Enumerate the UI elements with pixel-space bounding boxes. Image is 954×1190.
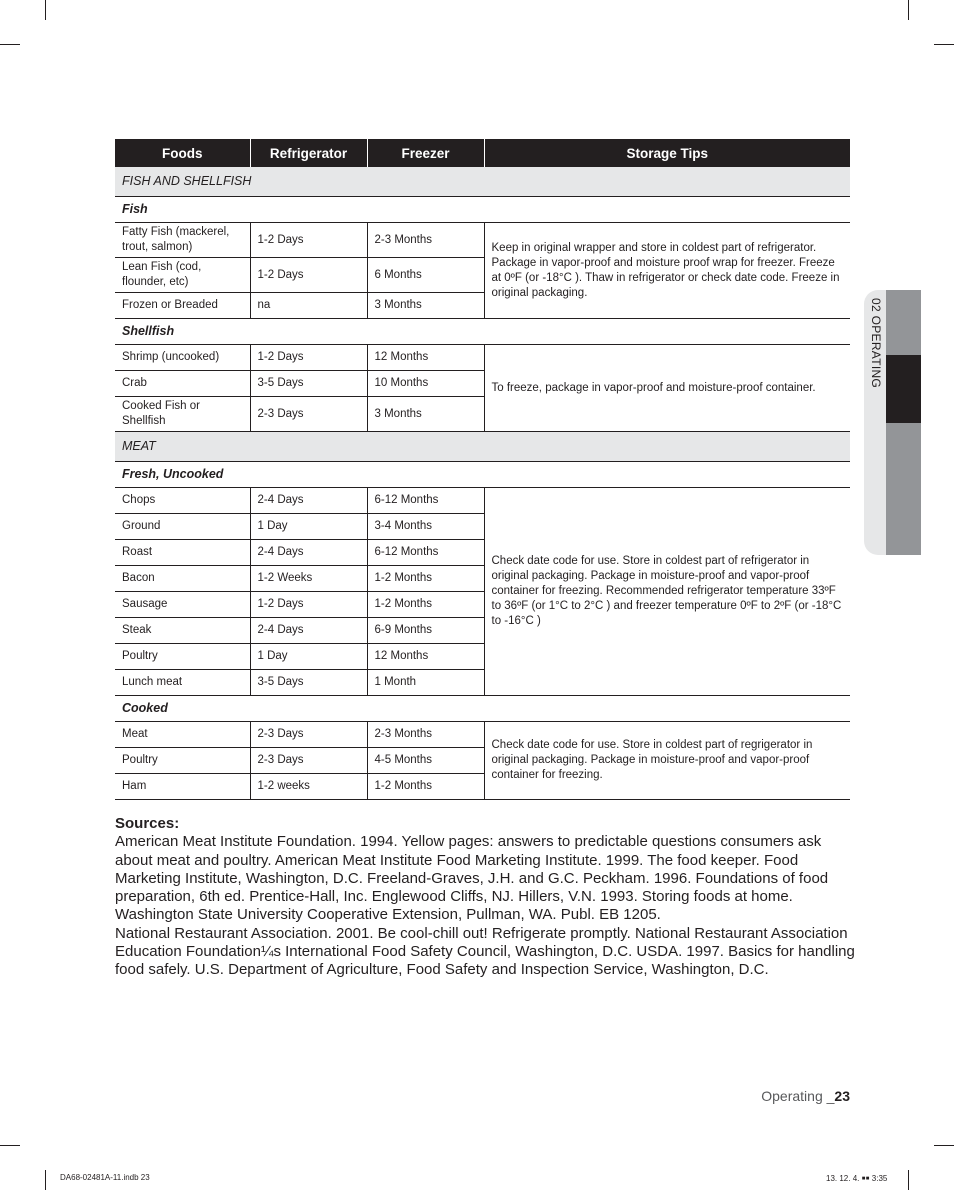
food-cell: Lean Fish (cod, flounder, etc) [115, 258, 250, 293]
refrigerator-cell: 2-4 Days [250, 618, 367, 644]
food-cell: Sausage [115, 592, 250, 618]
page-number: 23 [834, 1088, 850, 1104]
page-footer [761, 1088, 850, 1104]
freezer-cell: 3-4 Months [367, 514, 484, 540]
food-cell: Frozen or Breaded [115, 293, 250, 319]
food-cell: Crab [115, 371, 250, 397]
refrigerator-cell: 2-4 Days [250, 540, 367, 566]
side-tab-bar-active [886, 355, 921, 423]
refrigerator-cell: 1 Day [250, 644, 367, 670]
freezer-cell: 3 Months [367, 293, 484, 319]
freezer-cell: 2-3 Months [367, 223, 484, 258]
refrigerator-cell: 1-2 Days [250, 592, 367, 618]
crop-mark [934, 44, 954, 45]
sources-heading: Sources: [115, 815, 180, 832]
crop-mark [908, 1170, 909, 1190]
table-row [115, 488, 850, 514]
subcategory-shellfish: Shellfish [115, 319, 850, 345]
food-cell: Chops [115, 488, 250, 514]
food-cell: Bacon [115, 566, 250, 592]
food-cell: Meat [115, 722, 250, 748]
side-tab-label: 02 OPERATING [869, 298, 883, 389]
freezer-cell: 6 Months [367, 258, 484, 293]
refrigerator-cell: 2-3 Days [250, 722, 367, 748]
subcategory-fish: Fish [115, 197, 850, 223]
subcategory-fresh-uncooked: Fresh, Uncooked [115, 462, 850, 488]
food-cell: Poultry [115, 748, 250, 774]
food-cell: Fatty Fish (mackerel, trout, salmon) [115, 223, 250, 258]
food-cell: Cooked Fish or Shellfish [115, 397, 250, 432]
freezer-cell: 6-9 Months [367, 618, 484, 644]
freezer-cell: 4-5 Months [367, 748, 484, 774]
food-cell: Shrimp (uncooked) [115, 345, 250, 371]
refrigerator-cell: 2-3 Days [250, 397, 367, 432]
subcategory-row [115, 462, 850, 488]
section-side-tab [864, 290, 921, 555]
freezer-cell: 2-3 Months [367, 722, 484, 748]
food-cell: Lunch meat [115, 670, 250, 696]
crop-mark [45, 1170, 46, 1190]
refrigerator-cell: 3-5 Days [250, 371, 367, 397]
category-meat: MEAT [115, 432, 850, 462]
freezer-cell: 1-2 Months [367, 566, 484, 592]
category-row [115, 167, 850, 197]
freezer-cell: 1 Month [367, 670, 484, 696]
food-cell: Poultry [115, 644, 250, 670]
refrigerator-cell: na [250, 293, 367, 319]
freezer-cell: 12 Months [367, 644, 484, 670]
food-storage-table [115, 139, 850, 800]
storage-tip-cell: Keep in original wrapper and store in coldest part of refrigerator. Package in vapor-proof and moisture proof wrap for freezer. Freeze at 0ºF (or -18°C ). Thaw in refrigerator or check date code. Freeze in original packaging. [484, 223, 850, 319]
crop-mark [0, 1145, 20, 1146]
subcategory-cooked: Cooked [115, 696, 850, 722]
sources-paragraph: National Restaurant Association. 2001. Be cool-chill out! Refrigerate promptly. National Restaurant Association Education Foundation¼s International Food Safety Council, Washington, D.C. USDA. 1997. Basics for handling food safely. U.S. Department of Agriculture, Food Safety and Inspection Service, Washington, D.C. [115, 924, 855, 979]
table-row [115, 722, 850, 748]
footer-section-label: Operating _ [761, 1088, 835, 1104]
refrigerator-cell: 1-2 Weeks [250, 566, 367, 592]
print-slug-date: 13. 12. 4. ￭￭ 3:35 [826, 1174, 888, 1183]
crop-mark [45, 0, 46, 20]
header-storage-tips: Storage Tips [484, 139, 850, 167]
subcategory-row [115, 319, 850, 345]
refrigerator-cell: 2-3 Days [250, 748, 367, 774]
category-row [115, 432, 850, 462]
header-foods: Foods [115, 139, 250, 167]
storage-tip-cell: Check date code for use. Store in coldest part of regrigerator in original packaging. Package in moisture-proof and vapor-proof container for freezing. [484, 722, 850, 800]
freezer-cell: 1-2 Months [367, 592, 484, 618]
freezer-cell: 10 Months [367, 371, 484, 397]
side-tab-bar [886, 290, 921, 355]
print-slug-file: DA68-02481A-11.indb 23 [60, 1173, 150, 1182]
freezer-cell: 12 Months [367, 345, 484, 371]
food-cell: Roast [115, 540, 250, 566]
side-tab-bar [886, 423, 921, 555]
crop-mark [934, 1145, 954, 1146]
storage-tip-cell: Check date code for use. Store in coldest part of refrigerator in original packaging. Package in moisture-proof and vapor-proof container for freezing. Recommended refrigerator temperature 33ºF to 36ºF (or 1°C to 2°C ) and freezer temperature 0ºF to 2ºF (or -18°C to -16°C ) [484, 488, 850, 696]
refrigerator-cell: 1-2 Days [250, 258, 367, 293]
freezer-cell: 1-2 Months [367, 774, 484, 800]
table-row [115, 345, 850, 371]
table-row [115, 223, 850, 258]
header-refrigerator: Refrigerator [250, 139, 367, 167]
freezer-cell: 3 Months [367, 397, 484, 432]
freezer-cell: 6-12 Months [367, 540, 484, 566]
freezer-cell: 6-12 Months [367, 488, 484, 514]
crop-mark [908, 0, 909, 20]
food-cell: Ground [115, 514, 250, 540]
table-header-row [115, 139, 850, 167]
refrigerator-cell: 1-2 Days [250, 345, 367, 371]
storage-tip-cell: To freeze, package in vapor-proof and moisture-proof container. [484, 345, 850, 432]
refrigerator-cell: 3-5 Days [250, 670, 367, 696]
sources-section [115, 815, 855, 980]
refrigerator-cell: 1-2 weeks [250, 774, 367, 800]
header-freezer: Freezer [367, 139, 484, 167]
refrigerator-cell: 2-4 Days [250, 488, 367, 514]
crop-mark [0, 44, 20, 45]
subcategory-row [115, 197, 850, 223]
sources-paragraph: American Meat Institute Foundation. 1994. Yellow pages: answers to predictable questions consumers ask about meat and poultry. American Meat Institute Food Marketing Institute. 1999. The food keeper. Food Marketing Institute, Washington, D.C. Freeland-Graves, J.H. and G.C. Peckham. 1996. Foundations of food preparation, 6th ed. Prentice-Hall, Inc. Englewood Cliffs, NJ. Hillers, V.N. 1993. Storing foods at home. Washington State University Cooperative Extension, Pullman, WA. Publ. EB 1205. [115, 833, 829, 924]
refrigerator-cell: 1-2 Days [250, 223, 367, 258]
category-fish-shellfish: FISH AND SHELLFISH [115, 167, 850, 197]
food-cell: Steak [115, 618, 250, 644]
refrigerator-cell: 1 Day [250, 514, 367, 540]
food-cell: Ham [115, 774, 250, 800]
subcategory-row [115, 696, 850, 722]
